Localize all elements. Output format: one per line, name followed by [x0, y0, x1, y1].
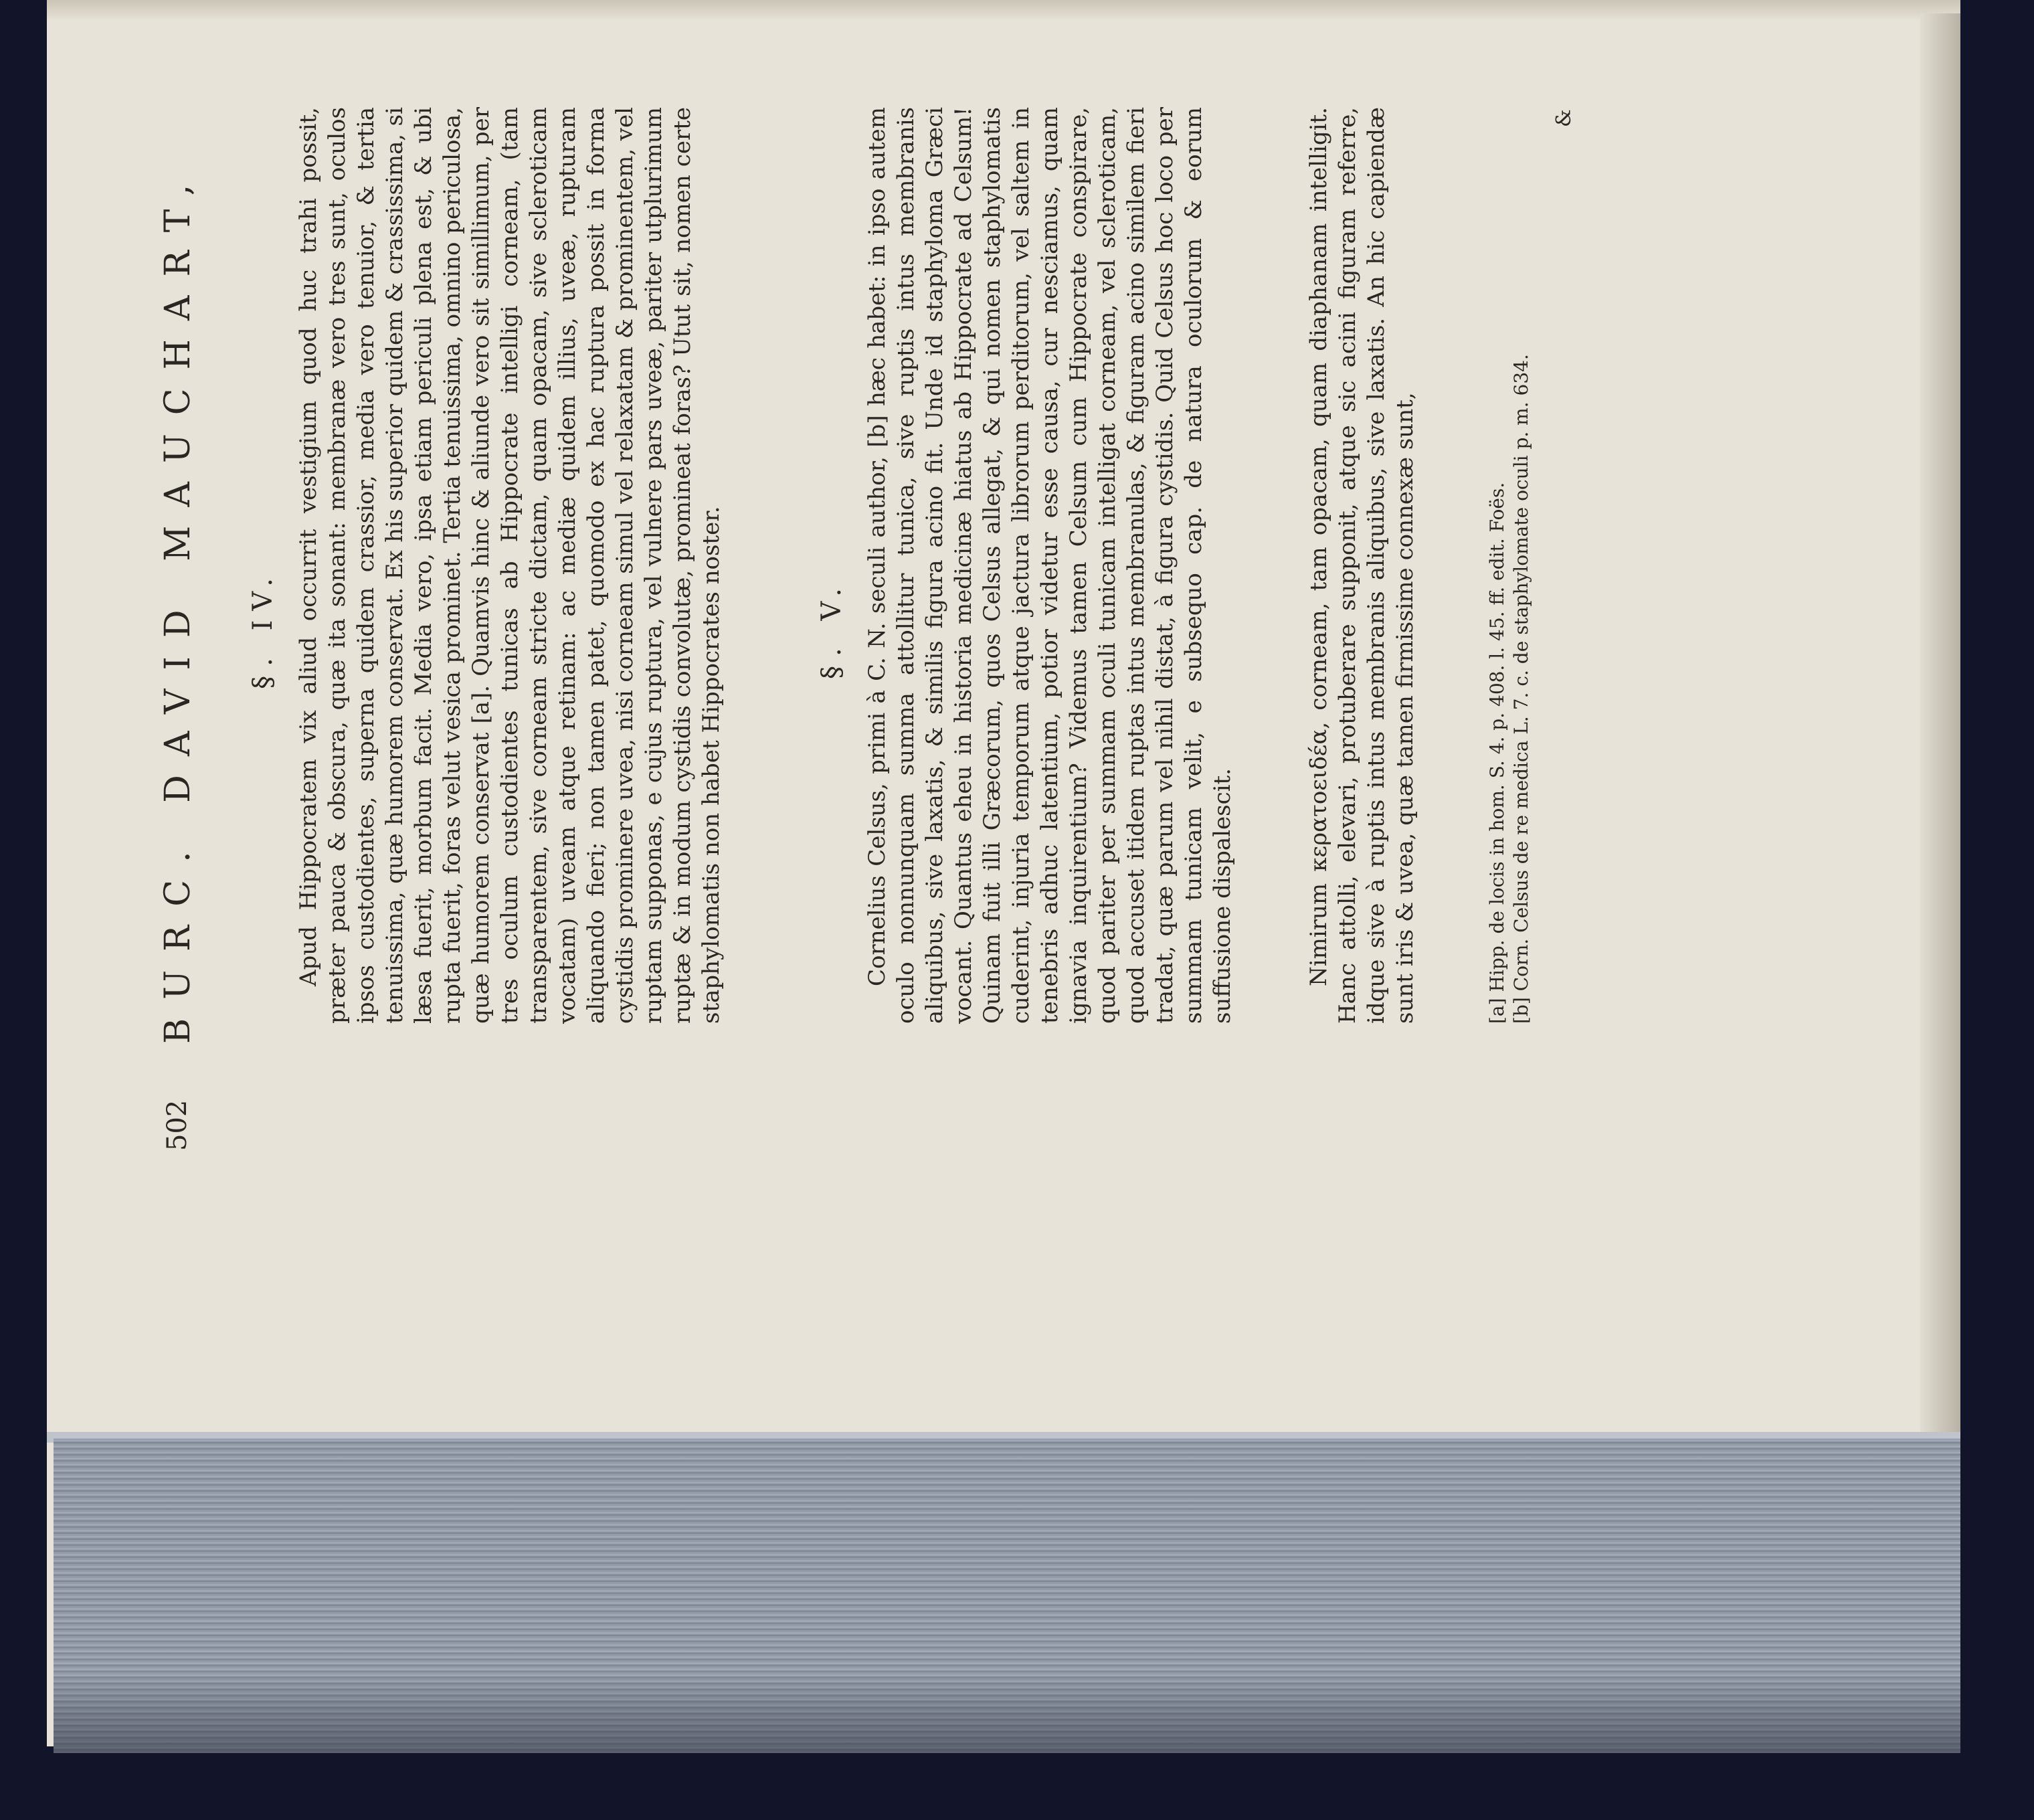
footnotes [1485, 107, 1534, 1024]
running-head [154, 107, 207, 1151]
running-head-author: BURC. DAVID MAUCHART, [158, 165, 198, 1044]
fore-edge-shadow [54, 1673, 1960, 1753]
section-5-heading: §. V. [816, 578, 847, 680]
text-block [154, 107, 1606, 1151]
footnote-b: [b] Corn. Celsus de re medica L. 7. c. de staphylomate oculi p. m. 634. [1510, 354, 1532, 1024]
section-5-paragraph-1: Cornelius Celsus, primi à C. N. seculi author, [b] hæc habet: in ipso autem oculo nonnunquam summa attollitur tunica, sive ruptis intus membranis aliquibus, sive laxatis, & similis figura acino fit. Unde id staphyloma Græci vocant. Quantus eheu in historia medicinæ hiatus ab Hippocrate ad Celsum! Quinam fuit illi Græcorum, quos Celsus allegat, & qui nomen staphylomatis cuderint, injuria temporum atque jactura librorum perditorum, vel saltem in tenebris adhuc latentium, potior videtur esse causa, cur nesciamus, quam ignavia inquirentium? Videmus tamen Celsum cum Hippocrate conspirare, quod pariter per summam oculi tunicam intelligat corneam, vel scleroticam, quod accuset itidem ruptas intus membranulas, & figuram acino similem fieri tradat, quæ parum vel nihil distat, à figura cystidis. Quid Celsus hoc loco per summam tunicam velit, e subsequo cap. de natura oculorum & eorum suffusione dispalescit. [864, 107, 1236, 1024]
catchword: & [1552, 109, 1576, 127]
section-4-paragraph: Apud Hippocratem vix aliud occurrit vestigium quod huc trahi possit, præter pauca & obscura, quæ ita sonant: membranæ vero tres sunt, oculos ipsos custodientes, superna quidem crassior, media vero tenuior, & tertia tenuissima, quæ humorem conservat. Ex his superior quidem & crassissima, si læsa fuerit, morbum facit. Media vero, ipsa etiam periculi plena est, & ubi rupta fuerit, foras velut vesica prominet. Tertia tenuissima, omnino periculosa, quæ humorem conservat [a]. Quamvis hinc & aliunde vero sit simillimum, per tres oculum custodientes tunicas ab Hippocrate intelligi corneam, (tam transparentem, sive corneam stricte dictam, quam opacam, sive scleroticam vocatam) uveam atque retinam: ac mediæ quidem illius, uveæ, rupturam aliquando fieri; non tamen patet, quomodo ex hac ruptura possit in forma cystidis prominere uvea, nisi corneam simul vel relaxatam & prominentem, vel ruptam supponas, e cujus ruptura, vel vulnere pars uveæ, pariter utplurimum ruptæ & in modum cystidis convolutæ, promineat foras? Utut sit, nomen certe staphylomatis non habet Hippocrates noster. [295, 107, 725, 1024]
page-number: 502 [162, 1099, 193, 1151]
page-top-edge [47, 0, 1960, 20]
section-5-paragraph-2: Nimirum κερατοειδέα, corneam, tam opacam, quam diaphanam intelligit. Hanc attolli, elevari, protuberare supponit, atque sic acini figuram referre, idque sive à ruptis intus membranis aliquibus, sive laxatis. An hic capiendæ sunt iris & uvea, quæ tamen firmissime connexæ sunt, [1305, 107, 1418, 1024]
section-4-heading: §. IV. [248, 569, 278, 689]
footnote-a: [a] Hipp. de locis in hom. S. 4. p. 408. l. 45. ff. edit. Foës. [1486, 482, 1508, 1024]
